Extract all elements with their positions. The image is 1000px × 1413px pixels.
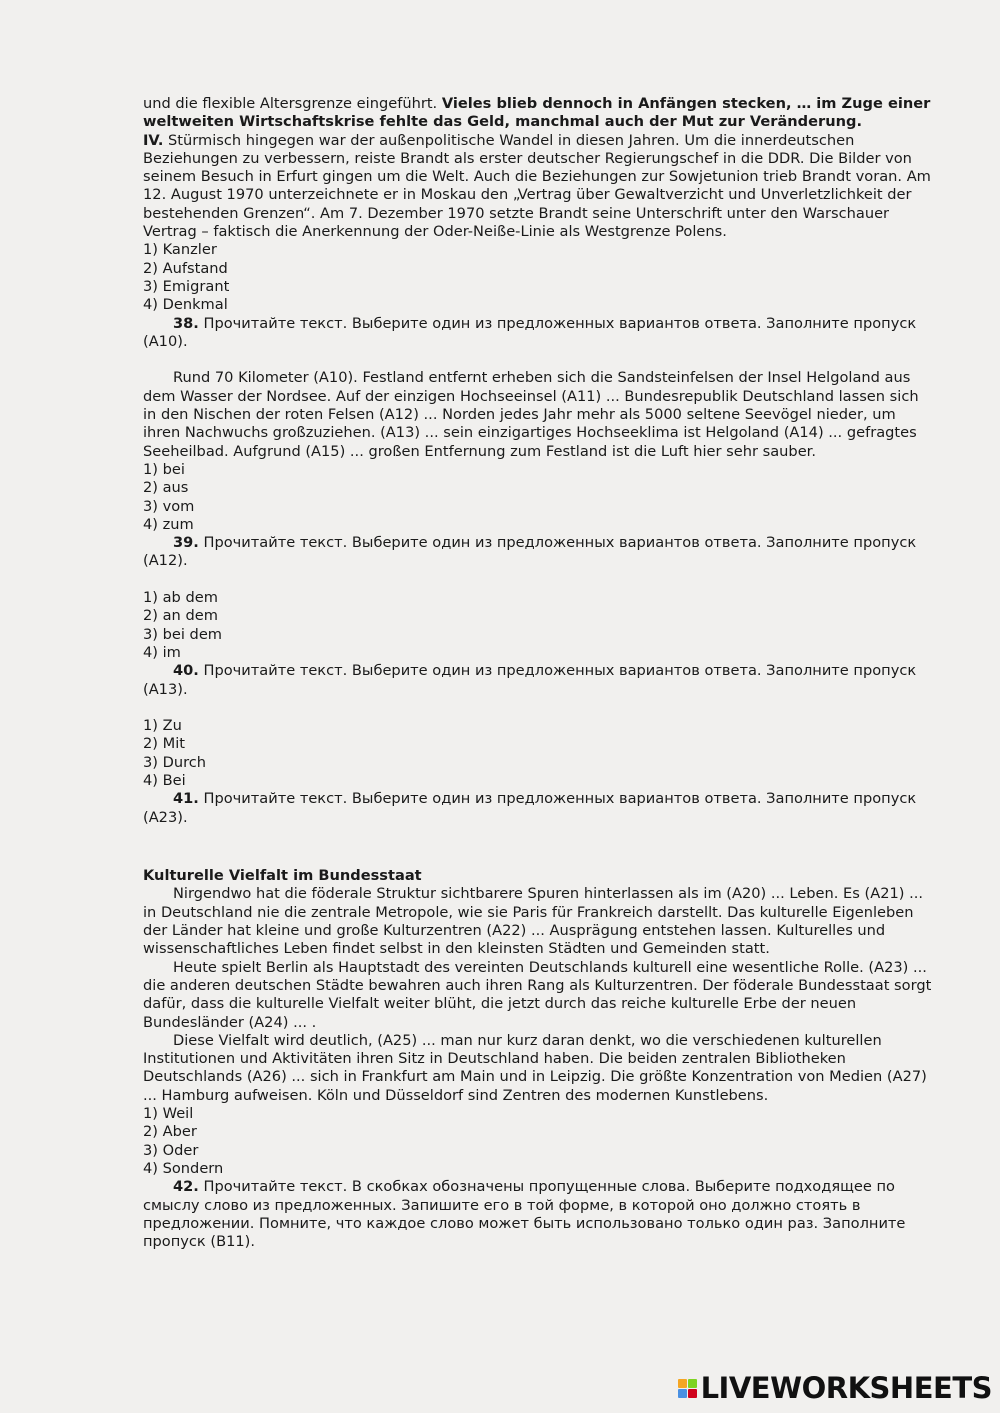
question-number: 38.	[173, 314, 199, 332]
options-40	[143, 717, 933, 790]
option: 2) Aufstand	[143, 259, 228, 277]
question-number: 41.	[173, 790, 199, 808]
question-text: Прочитайте текст. Выберите один из предложенных вариантов ответа. Заполните пропуск (A12).	[143, 534, 917, 570]
question-42	[143, 1178, 933, 1251]
question-number: 42.	[173, 1178, 199, 1196]
question-39	[143, 534, 933, 571]
question-text: Прочитайте текст. Выберите один из предложенных вариантов ответа. Заполните пропуск (A10).	[143, 314, 917, 350]
option: 2) Mit	[143, 735, 185, 753]
option: 3) Oder	[143, 1141, 199, 1159]
option: 1) Weil	[143, 1105, 194, 1123]
question-text: Прочитайте текст. Выберите один из предложенных вариантов ответа. Заполните пропуск (A23).	[143, 790, 917, 826]
helgoland-paragraph: Rund 70 Kilometer (A10). Festland entfernt erheben sich die Sandsteinfelsen der Insel Helgoland aus dem Wasser der Nordsee. Auf der einzigen Hochseeinsel (A11) ... Bundesrepublik Deutschland lassen sich in den Nischen der roten Felsen (A12) ... Norden jedes Jahr mehr als 5000 seltene Seevögel nieder, um ihren Nachwuchs großzuziehen. (A13) ... sein einzigartiges Hochseeklima ist Helgoland (A14) ... gefragtes Seeheilbad. Aufgrund (A15) ... großen Entfernung zum Festland ist die Luft hier sehr sauber.	[143, 369, 919, 460]
kultur-paragraph-2: Heute spielt Berlin als Hauptstadt des vereinten Deutschlands kulturell eine wesentliche Rolle. (A23) ... die anderen deutschen Städte bewahren auch ihren Rang als Kulturzentren. Der föderale Bundesstaat sorgt dafür, dass die kulturelle Vielfalt weiter blüht, die jetzt durch das reiche kulturelle Erbe der neuen Bundesländer (A24) ... .	[143, 958, 932, 1031]
kultur-paragraph-1: Nirgendwo hat die föderale Struktur sichtbarere Spuren hinterlassen als im (A20) ... Leben. Es (A21) ... in Deutschland nie die zentrale Metropole, wie sie Paris für Frankreich darstellt. Das kulturelle Eigenleben der Länder hat kleine und große Kulturzentren (A22) ... Ausprägung entstehen lassen. Kulturelles und wissenschaftliches Leben findet selbst in den kleinsten Städten und Gemeinden statt.	[143, 885, 924, 958]
option: 1) ab dem	[143, 589, 218, 607]
option: 4) Bei	[143, 771, 186, 789]
options-37	[143, 241, 933, 314]
option: 1) bei	[143, 460, 185, 478]
question-40	[143, 662, 933, 699]
section-iv-label: IV.	[143, 131, 164, 149]
intro-bold: Vieles blieb dennoch in Anfängen stecken, … im Zuge einer weltweiten Wirtschaftskrise fehlte das Geld, manchmal auch der Mut zur Veränderung.	[143, 95, 931, 131]
question-41	[143, 790, 933, 827]
liveworksheets-logo[interactable]	[678, 1371, 992, 1405]
option: 3) Emigrant	[143, 277, 230, 295]
option: 3) Durch	[143, 753, 207, 771]
options-39	[143, 589, 933, 662]
option: 2) Aber	[143, 1123, 197, 1141]
option: 1) Zu	[143, 717, 182, 735]
worksheet-page	[143, 95, 933, 1251]
option: 4) im	[143, 643, 181, 661]
options-38	[143, 461, 933, 534]
question-text: Прочитайте текст. В скобках обозначены пропущенные слова. Выберите подходящее по смыслу слово из предложенных. Запишите его в той форме, в которой оно должно стоять в предложении. Помните, что каждое слово может быть использовано только один раз. Заполните пропуск (B11).	[143, 1178, 906, 1251]
intro-paragraph	[143, 95, 933, 132]
option: 4) Denkmal	[143, 296, 228, 314]
option: 2) aus	[143, 479, 189, 497]
question-number: 39.	[173, 534, 199, 552]
question-38	[143, 315, 933, 352]
option: 3) vom	[143, 497, 195, 515]
option: 4) zum	[143, 515, 194, 533]
intro-plain: und die flexible Altersgrenze eingeführt.	[143, 95, 442, 112]
logo-text: LIVEWORKSHEETS	[700, 1371, 992, 1405]
section-heading: Kulturelle Vielfalt im Bundesstaat	[143, 867, 422, 885]
option: 2) an dem	[143, 607, 218, 625]
options-41	[143, 1105, 933, 1178]
option: 3) bei dem	[143, 625, 223, 643]
logo-icon	[678, 1379, 697, 1398]
option: 1) Kanzler	[143, 241, 217, 259]
kultur-paragraph-3: Diese Vielfalt wird deutlich, (A25) ... man nur kurz daran denkt, wo die verschiedenen kulturellen Institutionen und Aktivitäten ihren Sitz in Deutschland haben. Die beiden zentralen Bibliotheken Deutschlands (A26) ... sich in Frankfurt am Main und in Leipzig. Die größte Konzentration von Medien (A27) ... Hamburg aufweisen. Köln und Düsseldorf sind Zentren des modernen Kunstlebens.	[143, 1031, 927, 1104]
question-text: Прочитайте текст. Выберите один из предложенных вариантов ответа. Заполните пропуск (A13).	[143, 662, 917, 698]
section-iv-paragraph	[143, 132, 933, 242]
question-number: 40.	[173, 662, 199, 680]
section-iv-text: Stürmisch hingegen war der außenpolitische Wandel in diesen Jahren. Um die innerdeutschen Beziehungen zu verbessern, reiste Brandt als erster deutscher Regierungschef in die DDR. Die Bilder von seinem Besuch in Erfurt gingen um die Welt. Auch die Beziehungen zur Sowjetunion trieb Brandt voran. Am 12. August 1970 unterzeichnete er in Moskau den „Vertrag über Gewaltverzicht und Unverletzlichkeit der bestehenden Grenzen“. Am 7. Dezember 1970 setzte Brandt seine Unterschrift unter den Warschauer Vertrag – faktisch die Anerkennung der Oder-Neiße-Linie als Westgrenze Polens.	[143, 131, 931, 241]
option: 4) Sondern	[143, 1159, 224, 1177]
